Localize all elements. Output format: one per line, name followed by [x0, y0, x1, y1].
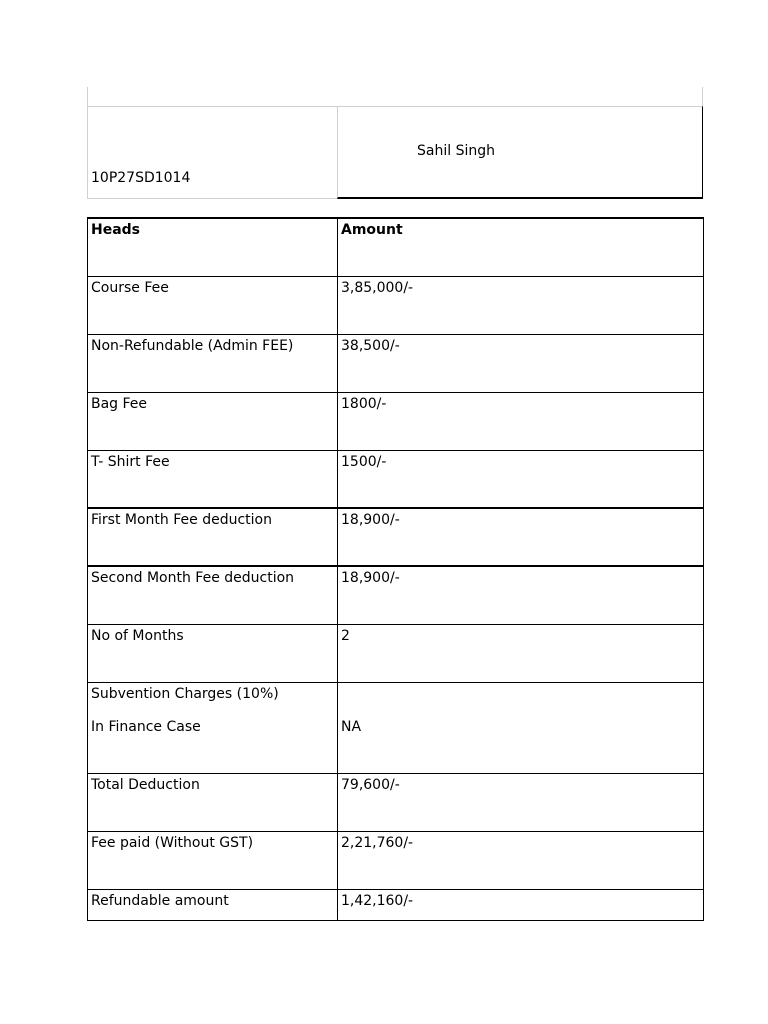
table-row — [88, 682, 704, 773]
row-head: Fee paid (Without GST) — [88, 831, 338, 889]
header-block — [87, 106, 703, 200]
row-head-cell — [88, 682, 338, 773]
row-head: Non-Refundable (Admin FEE) — [88, 334, 338, 392]
row-amount: NA — [341, 718, 362, 735]
row-head: First Month Fee deduction — [88, 508, 338, 566]
row-amount: 3,85,000/- — [338, 276, 704, 334]
column-header-amount: Amount — [338, 218, 704, 276]
row-amount: 38,500/- — [338, 334, 704, 392]
row-amount: 18,900/- — [338, 508, 704, 566]
row-subhead: In Finance Case — [91, 718, 201, 735]
table-row — [88, 773, 704, 831]
table-row — [88, 508, 704, 566]
table-row — [88, 889, 704, 920]
row-amount: 1800/- — [338, 392, 704, 450]
student-name: Sahil Singh — [417, 143, 495, 159]
fee-table — [87, 217, 704, 921]
row-head: T- Shirt Fee — [88, 450, 338, 508]
table-row — [88, 334, 704, 392]
row-amount-cell — [338, 682, 704, 773]
table-row — [88, 624, 704, 682]
row-head: Total Deduction — [88, 773, 338, 831]
table-header-row — [88, 218, 704, 276]
table-row — [88, 392, 704, 450]
row-head: Bag Fee — [88, 392, 338, 450]
row-amount: 1,42,160/- — [338, 889, 704, 920]
header-top-strip — [87, 87, 703, 107]
row-amount: 1500/- — [338, 450, 704, 508]
row-amount: 2 — [338, 624, 704, 682]
row-head: Course Fee — [88, 276, 338, 334]
row-amount: 79,600/- — [338, 773, 704, 831]
row-head: No of Months — [88, 624, 338, 682]
row-head: Refundable amount — [88, 889, 338, 920]
student-id: 10P27SD1014 — [91, 170, 191, 186]
table-row — [88, 276, 704, 334]
table-row — [88, 831, 704, 889]
row-amount: 18,900/- — [338, 566, 704, 624]
table-row — [88, 566, 704, 624]
student-name-cell — [337, 106, 703, 199]
column-header-heads: Heads — [88, 218, 338, 276]
table-row — [88, 450, 704, 508]
row-head: Subvention Charges (10%) — [91, 685, 279, 702]
row-head: Second Month Fee deduction — [88, 566, 338, 624]
row-amount: 2,21,760/- — [338, 831, 704, 889]
student-id-cell — [87, 106, 338, 199]
